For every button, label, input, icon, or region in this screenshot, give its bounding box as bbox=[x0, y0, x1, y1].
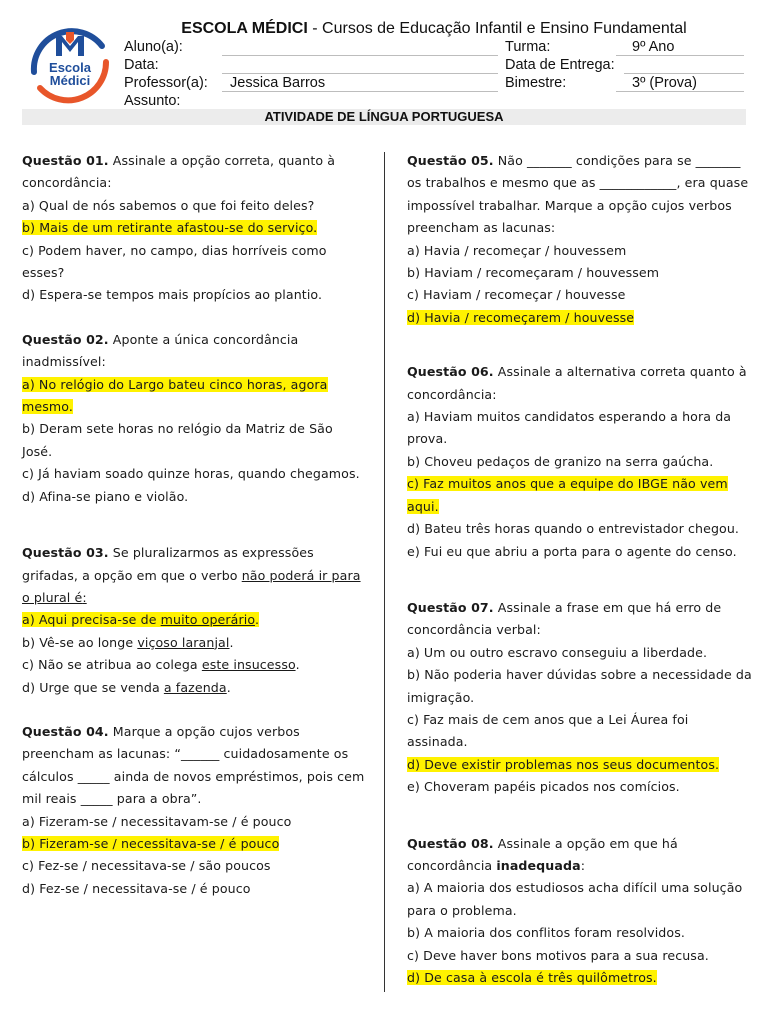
question-02 bbox=[22, 329, 367, 508]
question-01 bbox=[22, 150, 367, 307]
question-stem: Assinale a alternativa correta quanto à concordância: bbox=[407, 364, 747, 402]
question-title: Questão 08. bbox=[407, 835, 494, 851]
assunto-label: Assunto: bbox=[124, 93, 181, 109]
turma-value: 9º Ano bbox=[632, 39, 675, 55]
bimestre-value: 3º (Prova) bbox=[632, 75, 697, 91]
header-row-professor bbox=[0, 74, 768, 92]
option-c: c) Podem haver, no campo, dias horríveis como esses? bbox=[22, 242, 327, 281]
option-b: b) Vê-se ao longe viçoso laranjal. bbox=[22, 634, 234, 650]
professor-value: Jessica Barros bbox=[230, 75, 326, 91]
question-08 bbox=[407, 833, 752, 990]
school-title bbox=[124, 20, 744, 38]
option-a: a) Haviam muitos candidatos esperando a hora da prova. bbox=[407, 409, 732, 447]
option-d-highlighted: d) Deve existir problemas nos seus documentos. bbox=[407, 756, 720, 772]
question-stem-end: : bbox=[580, 857, 586, 873]
option-a: a) Qual de nós sabemos o que foi feito deles? bbox=[22, 197, 315, 213]
question-07 bbox=[407, 597, 752, 799]
option-b: b) Haviam / recomeçaram / houvessem bbox=[407, 265, 660, 281]
option-c: c) Não se atribua ao colega este insucesso. bbox=[22, 657, 300, 673]
question-04 bbox=[22, 721, 367, 900]
option-c: c) Haviam / recomeçar / houvesse bbox=[407, 287, 626, 303]
question-stem-bold: inadequada bbox=[496, 857, 581, 873]
option-a-highlighted: a) No relógio do Largo bateu cinco horas, agora mesmo. bbox=[22, 376, 328, 415]
question-05 bbox=[407, 150, 752, 329]
question-title: Questão 04. bbox=[22, 723, 109, 739]
question-stem: Assinale a opção correta, quanto à concordância: bbox=[22, 153, 336, 191]
option-c: c) Fez-se / necessitava-se / são poucos bbox=[22, 858, 271, 874]
option-d-highlighted: d) Havia / recomeçarem / houvesse bbox=[407, 309, 635, 325]
left-column bbox=[22, 150, 367, 900]
question-title: Questão 02. bbox=[22, 331, 109, 347]
option-d-highlighted: d) De casa à escola é três quilômetros. bbox=[407, 970, 657, 985]
option-b-highlighted: b) Fizeram-se / necessitava-se / é pouco bbox=[22, 835, 280, 851]
right-column bbox=[407, 150, 752, 989]
question-stem: Se pluralizarmos as expressões grifadas, a opção em que o verbo bbox=[22, 545, 314, 583]
question-title: Questão 05. bbox=[407, 153, 494, 168]
professor-label: Professor(a): bbox=[124, 75, 208, 91]
question-stem: Não _______ condições para se _______ os trabalhos e mesmo que as ____________, era quase impossível trabalhar. Marque a opção cujos verbos preencham as lacunas: bbox=[407, 153, 749, 236]
question-stem: Marque a opção cujos verbos preencham as lacunas: “______ cuidadosamente os cálculos _____ ainda de novos empréstimos, pois cem mil reais _____ para a obra”. bbox=[22, 723, 365, 807]
option-a: a) Fizeram-se / necessitavam-se / é pouco bbox=[22, 813, 292, 829]
option-e: e) Fui eu que abriu a porta para o agente do censo. bbox=[407, 543, 737, 559]
option-a: a) Um ou outro escravo conseguiu a liberdade. bbox=[407, 644, 708, 660]
question-stem: Assinale a frase em que há erro de concordância verbal: bbox=[407, 599, 722, 638]
option-c-highlighted: c) Faz muitos anos que a equipe do IBGE não vem aqui. bbox=[407, 476, 728, 514]
header-row-data bbox=[0, 56, 768, 74]
option-a-highlighted: a) Aqui precisa-se de muito operário. bbox=[22, 612, 260, 628]
column-divider bbox=[384, 152, 385, 992]
option-b: b) Deram sete horas no relógio da Matriz de São José. bbox=[22, 421, 333, 459]
option-a: a) A maioria dos estudiosos acha difícil uma solução para o problema. bbox=[407, 880, 743, 918]
question-03 bbox=[22, 542, 367, 699]
data-label: Data: bbox=[124, 57, 159, 73]
question-06 bbox=[407, 361, 752, 563]
svg-text:Médici: Médici bbox=[49, 73, 91, 88]
option-e: e) Choveram papéis picados nos comícios. bbox=[407, 779, 680, 795]
option-c: c) Faz mais de cem anos que a Lei Áurea foi assinada. bbox=[407, 711, 689, 750]
school-subtitle: - Cursos de Educação Infantil e Ensino Fundamental bbox=[307, 20, 687, 37]
question-stem: Assinale a opção em que há concordância bbox=[407, 835, 678, 873]
question-stem-underlined: não poderá ir para o plural é bbox=[22, 567, 361, 605]
option-d: d) Afina-se piano e violão. bbox=[22, 488, 189, 504]
option-b: b) A maioria dos conflitos foram resolvidos. bbox=[407, 925, 685, 941]
bimestre-label: Bimestre: bbox=[505, 75, 567, 91]
option-b-highlighted: b) Mais de um retirante afastou-se do serviço. bbox=[22, 220, 318, 236]
option-d: d) Urge que se venda a fazenda. bbox=[22, 679, 231, 695]
aluno-label: Aluno(a): bbox=[124, 39, 183, 55]
question-title: Questão 06. bbox=[407, 364, 494, 380]
svg-text:Escola: Escola bbox=[49, 60, 91, 75]
school-name: ESCOLA MÉDICI bbox=[181, 20, 308, 37]
header-row-assunto bbox=[0, 92, 768, 110]
header-row-aluno bbox=[0, 38, 768, 56]
option-d: d) Fez-se / necessitava-se / é pouco bbox=[22, 880, 251, 896]
question-stem-end: : bbox=[82, 589, 87, 605]
option-c: c) Deve haver bons motivos para a sua recusa. bbox=[407, 947, 709, 963]
option-d: d) Bateu três horas quando o entrevistador chegou. bbox=[407, 521, 740, 537]
option-d: d) Espera-se tempos mais propícios ao plantio. bbox=[22, 287, 323, 303]
question-title: Questão 01. bbox=[22, 153, 109, 168]
option-c: c) Já haviam soado quinze horas, quando chegamos. bbox=[22, 466, 360, 482]
question-title: Questão 07. bbox=[407, 599, 494, 615]
question-stem: Aponte a única concordância inadmissível: bbox=[22, 331, 299, 370]
question-title: Questão 03. bbox=[22, 545, 109, 561]
activity-banner: ATIVIDADE DE LÍNGUA PORTUGUESA bbox=[22, 109, 746, 125]
option-a: a) Havia / recomeçar / houvessem bbox=[407, 242, 627, 258]
entrega-label: Data de Entrega: bbox=[505, 57, 615, 73]
option-b: b) Não poderia haver dúvidas sobre a necessidade da imigração. bbox=[407, 667, 752, 705]
option-b: b) Choveu pedaços de granizo na serra gaúcha. bbox=[407, 453, 714, 469]
turma-label: Turma: bbox=[505, 39, 551, 55]
